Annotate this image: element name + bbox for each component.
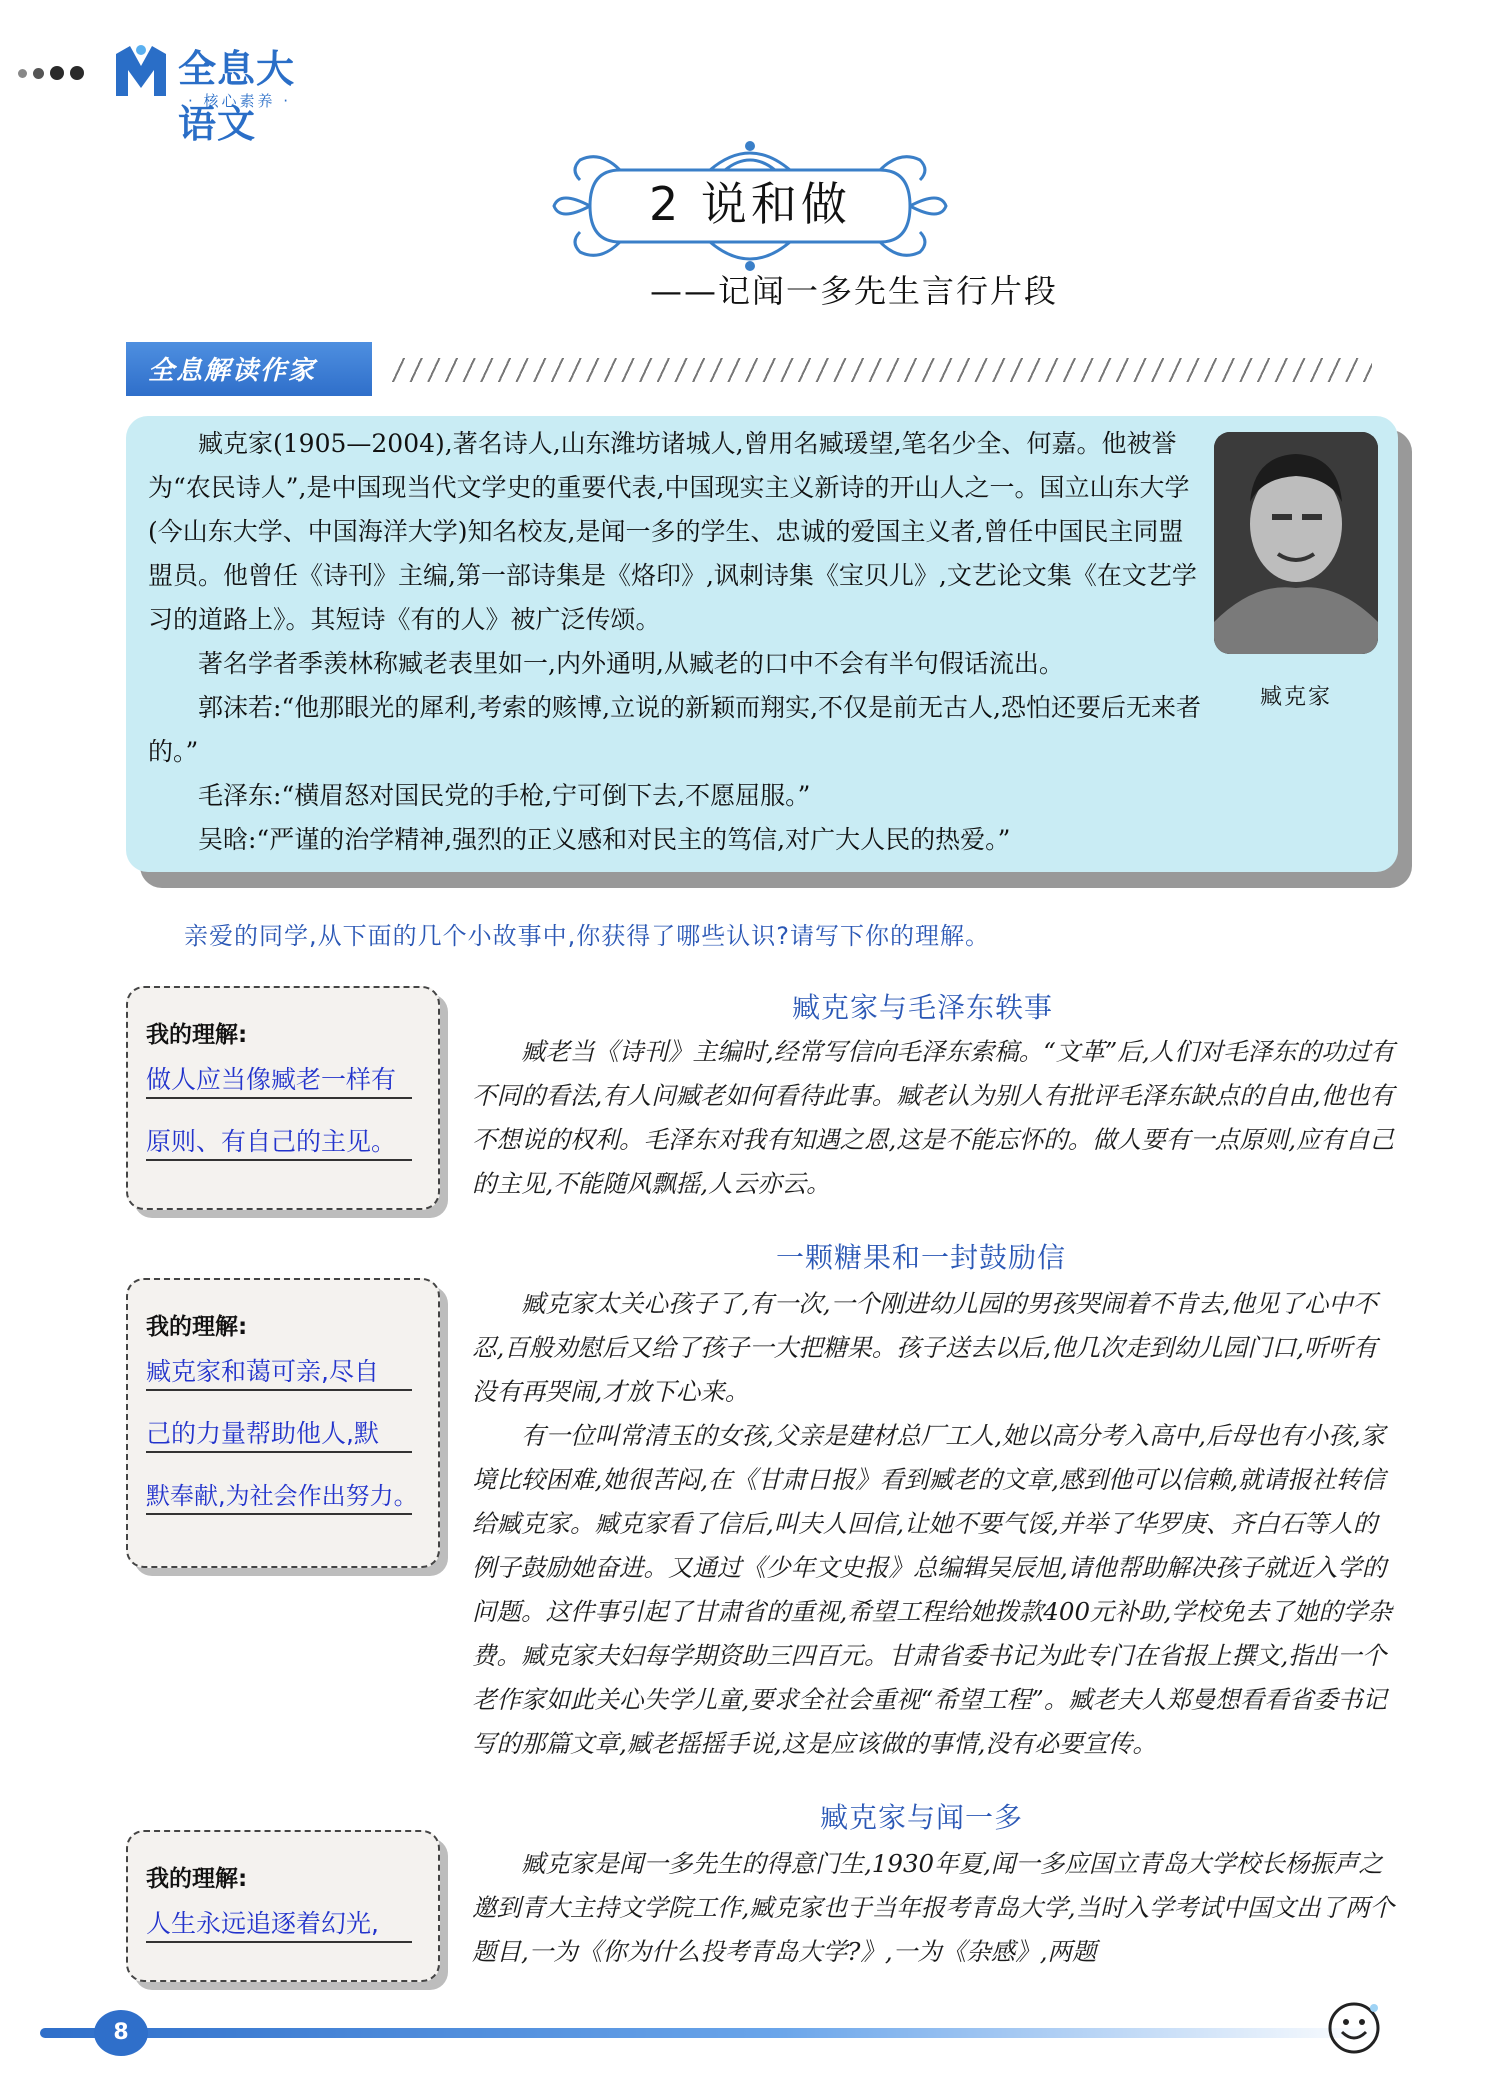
decorative-dots [18, 66, 84, 80]
author-intro-text [148, 422, 1208, 862]
note-label: 我的理解: [146, 1022, 248, 1048]
reading-prompt: 亲爱的同学,从下面的几个小故事中,你获得了哪些认识?请写下你的理解。 [184, 922, 990, 950]
author-paragraph: 臧克家(1905—2004),著名诗人,山东潍坊诸城人,曾用名臧瑗望,笔名少全、何嘉。他被誉为“农民诗人”,是中国现当代文学史的重要代表,中国现实主义新诗的开山人之一。国立山东大学(今山东大学、中国海洋大学)知名校友,是闻一多的学生、忠诚的爱国主义者,曾任中国民主同盟盟员。他曾任《诗刊》主编,第一部诗集是《烙印》,讽刺诗集《宝贝儿》,文艺论文集《在文艺学习的道路上》。其短诗《有的人》被广泛传颂。 [148, 429, 1197, 634]
lesson-title: 2 说和做 [649, 177, 851, 231]
story-paragraph: 臧克家是闻一多先生的得意门生,1930年夏,闻一多应国立青岛大学校长杨振声之邀到青大主持文学院工作,臧克家也于当年报考青岛大学,当时入学考试中国文出了两个题目,一为《你为什么投考青岛大学?》,一为《杂感》,两题 [472, 1849, 1395, 1966]
story-body-1 [472, 1030, 1398, 1206]
brand-logo [18, 28, 328, 146]
note-answer-line[interactable]: 臧克家和蔼可亲,尽自 [146, 1341, 412, 1391]
story-body-3 [472, 1842, 1398, 1974]
story-body-2a [472, 1282, 1398, 1414]
story-body-2b [126, 1414, 1398, 1766]
author-paragraph: 郭沫若:“他那眼光的犀利,考索的赅博,立说的新颖而翔实,不仅是前无古人,恐怕还要后无来者的。” [148, 693, 1201, 766]
banner-hatch-decoration [392, 358, 1372, 382]
author-paragraph: 著名学者季羡林称臧老表里如一,内外通明,从臧老的口中不会有半句假话流出。 [198, 649, 1064, 678]
story-title-3: 臧克家与闻一多 [820, 1801, 1024, 1834]
story-title-2: 一颗糖果和一封鼓励信 [776, 1241, 1067, 1274]
lesson-subtitle: ——记闻一多先生言行片段 [650, 272, 1059, 310]
smiley-icon [1326, 2000, 1382, 2056]
photo-caption: 臧克家 [1260, 685, 1333, 710]
story-paragraph: 有一位叫常清玉的女孩,父亲是建材总厂工人,她以高分考入高中,后母也有小孩,家境比较困难,她很苦闷,在《甘肃日报》看到臧老的文章,感到他可以信赖,就请报社转信给臧克家。臧克家看了信后,叫夫人回信,让她不要气馁,并举了华罗庚、齐白石等人的例子鼓励她奋进。又通过《少年文史报》总编辑吴辰旭,请他帮助解决孩子就近入学的问题。这件事引起了甘肃省的重视,希望工程给她拨款400元补助,学校免去了她的学杂费。臧克家夫妇每学期资助三四百元。甘肃省委书记为此专门在省报上撰文,指出一个老作家如此关心失学儿童,要求全社会重视“希望工程”。臧老夫人郑曼想看看省委书记写的那篇文章,臧老摇摇手说,这是应该做的事情,没有必要宣传。 [472, 1421, 1392, 1758]
story-paragraph: 臧克家太关心孩子了,有一次,一个刚进幼儿园的男孩哭闹着不肯去,他见了心中不忍,百般劝慰后又给了孩子一大把糖果。孩子送去以后,他几次走到幼儿园门口,听听有没有再哭闹,才放下心来。 [472, 1289, 1378, 1406]
note-label: 我的理解: [146, 1866, 248, 1892]
note-answer-line[interactable]: 做人应当像臧老一样有 [146, 1049, 412, 1099]
understanding-note-1[interactable] [126, 986, 440, 1210]
story-paragraph: 臧老当《诗刊》主编时,经常写信向毛泽东索稿。“文革”后,人们对毛泽东的功过有不同的看法,有人问臧老如何看待此事。臧老认为别人有批评毛泽东缺点的自由,他也有不想说的权利。毛泽东对我有知遇之恩,这是不能忘怀的。做人要有一点原则,应有自己的主见,不能随风飘摇,人云亦云。 [472, 1037, 1395, 1198]
note-answer-line[interactable]: 原则、有自己的主见。 [146, 1099, 412, 1161]
brand-subtitle: · 核心素养 · [188, 92, 292, 110]
page-number: 8 [94, 2010, 148, 2056]
brand-name: 全息大语文 [178, 47, 296, 146]
author-paragraph: 吴晗:“严谨的治学精神,强烈的正义感和对民主的笃信,对广大人民的热爱。” [198, 825, 1011, 854]
note-answer-line[interactable]: 默奉献,为社会作出努力。 [146, 1453, 412, 1515]
note-answer-line[interactable]: 己的力量帮助他人,默 [146, 1391, 412, 1453]
footer-bar [40, 2028, 1380, 2038]
author-paragraph: 毛泽东:“横眉怒对国民党的手枪,宁可倒下去,不愿屈服。” [198, 781, 811, 810]
note-answer-line[interactable]: 人生永远追逐着幻光, [146, 1893, 412, 1943]
section-banner: 全息解读作家 [126, 342, 372, 396]
note-label: 我的理解: [146, 1314, 248, 1340]
understanding-note-3[interactable] [126, 1830, 440, 1982]
brand-m-icon [110, 40, 172, 102]
story-title-1: 臧克家与毛泽东轶事 [792, 991, 1054, 1024]
author-photo [1214, 432, 1378, 654]
